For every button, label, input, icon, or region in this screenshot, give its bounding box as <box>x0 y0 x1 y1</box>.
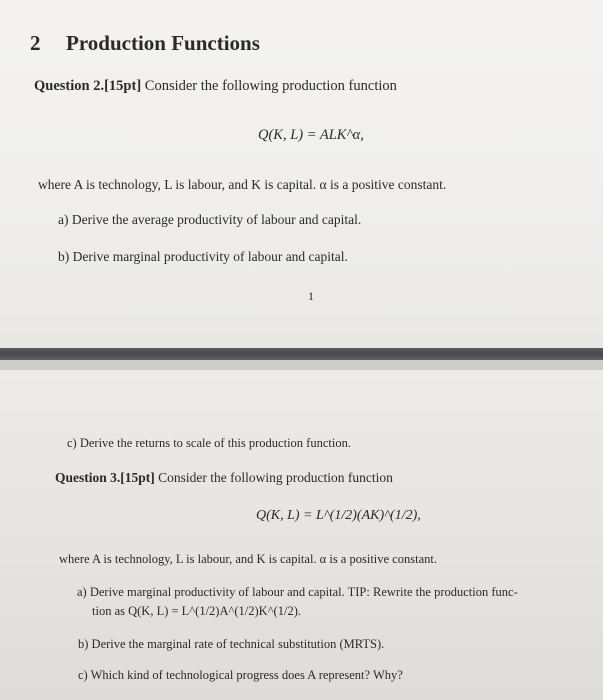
q3-item-c-label: c) <box>78 668 88 682</box>
q2-item-b <box>58 249 348 265</box>
q3-item-c-text: Which kind of technological progress does A represent? Why? <box>90 668 403 682</box>
q3-item-a-text: Derive marginal productivity of labour and capital. TIP: Rewrite the production func- <box>89 585 518 599</box>
equation-q3: Q(K, L) = L^(1/2)(AK)^(1/2), <box>256 508 421 523</box>
q3-item-a <box>77 585 518 600</box>
question-2-head: Question 2.[15pt] <box>34 78 142 94</box>
question-3-intro <box>55 470 393 486</box>
where-q3: where A is technology, L is labour, and K is capital. α is a positive constant. <box>59 552 437 566</box>
q3-item-b-text: Derive the marginal rate of technical substitution (MRTS). <box>91 637 385 651</box>
q2-item-c <box>67 436 351 451</box>
section-number: 2 <box>30 31 41 55</box>
section-title: Production Functions <box>66 31 260 55</box>
q2-item-a <box>58 212 361 228</box>
question-3-head: Question 3.[15pt] <box>55 470 155 485</box>
q2-item-c-label: c) <box>67 436 77 450</box>
where-q2: where A is technology, L is labour, and K is capital. α is a positive constant. <box>38 177 447 192</box>
page-divider <box>0 348 603 360</box>
q3-item-a-continued: tion as Q(K, L) = L^(1/2)A^(1/2)K^(1/2). <box>92 604 301 618</box>
question-2-intro <box>34 78 397 95</box>
q3-item-b <box>78 637 384 652</box>
page-gap <box>0 360 603 370</box>
q3-item-a-label: a) <box>77 585 87 599</box>
q2-item-b-label: b) <box>58 249 70 264</box>
equation-q2: Q(K, L) = ALK^α, <box>258 127 364 143</box>
question-3-intro-text: Consider the following production function <box>158 470 393 485</box>
question-2-intro-text: Consider the following production function <box>144 78 397 94</box>
q2-item-b-text: Derive marginal productivity of labour and capital. <box>72 249 348 264</box>
q2-item-c-text: Derive the returns to scale of this production function. <box>79 436 351 450</box>
page-number: 1 <box>308 289 314 303</box>
q3-item-c <box>78 668 403 683</box>
q2-item-a-label: a) <box>58 212 69 227</box>
q2-item-a-text: Derive the average productivity of labour and capital. <box>71 212 362 227</box>
q3-item-b-label: b) <box>78 637 89 651</box>
